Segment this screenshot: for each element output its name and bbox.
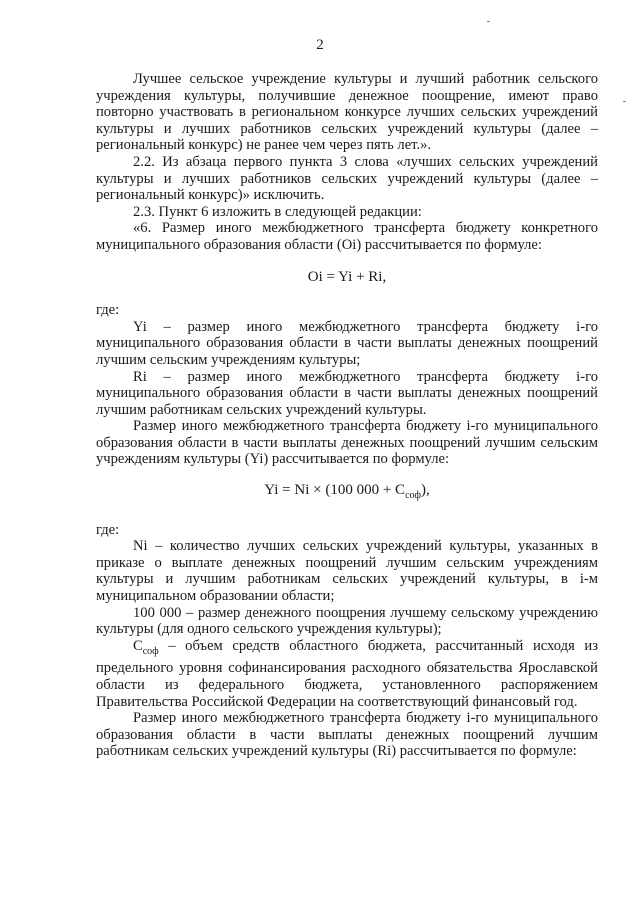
paragraph: 2.2. Из абзаца первого пункта 3 слова «лучших сельских учреждений культуры и лучших работников сельских учреждений культуры (далее – региональный конкурс)» исключить.	[96, 153, 598, 204]
formula-yi-main: Yi = Ni × (100 000 + C	[264, 482, 406, 499]
formula-yi	[96, 482, 598, 505]
where-label: где:	[96, 521, 120, 538]
formula-yi-subscript: соф	[405, 490, 421, 502]
paragraph: Ni – количество лучших сельских учреждений культуры, указанных в приказе о выплате денежных поощрений лучшим сельским учреждениям культуры и лучшим работникам сельских учреждений культуры, в i-м муниципальном образовании области;	[96, 538, 598, 605]
paragraph: Размер иного межбюджетного трансферта бюджету i-го муниципального образования области в части выплаты денежных поощрений лучшим работникам сельских учреждений культуры (Ri) рассчитывается по формуле:	[96, 710, 598, 760]
paragraph: Размер иного межбюджетного трансферта бюджету i-го муниципального образования области в части выплаты денежных поощрений лучшим сельским учреждениям культуры (Yi) рассчитывается по формуле:	[96, 418, 598, 468]
where-label: где:	[96, 302, 120, 319]
scan-mark	[623, 101, 626, 102]
formula-oi: Oi = Yi + Ri,	[307, 268, 387, 285]
page-number: 2	[316, 37, 324, 53]
paragraph: «6. Размер иного межбюджетного трансферта бюджету конкретного муниципального образования области (Oi) рассчитывается по формуле:	[96, 220, 598, 253]
formula-yi-end: ),	[420, 482, 430, 499]
document-body	[96, 71, 598, 760]
paragraph	[96, 638, 598, 710]
csof-symbol: C	[133, 637, 143, 654]
csof-definition: – объем средств областного бюджета, рассчитанный исходя из предельного уровня софинансирования расходного обязательства Ярославской области из федерального бюджета, установленного распоряжением Правительства Российской Федерации на соответствующий финансовый год.	[96, 637, 598, 710]
csof-subscript: соф	[142, 645, 159, 657]
paragraph: Yi – размер иного межбюджетного трансферта бюджету i-го муниципального образования области в части выплаты денежных поощрений лучшим сельским учреждениям культуры;	[96, 318, 598, 368]
paragraph: 2.3. Пункт 6 изложить в следующей редакции:	[133, 203, 422, 220]
paragraph: Ri – размер иного межбюджетного трансферта бюджету i-го муниципального образования области в части выплаты денежных поощрений лучшим работникам сельских учреждений культуры.	[96, 368, 598, 418]
paragraph: Лучшее сельское учреждение культуры и лучший работник сельского учреждения культуры, получившие денежное поощрение, имеют право повторно участвовать в региональном конкурсе лучших сельских учреждений культуры и лучших работников сельских учреждений культуры (далее – региональный конкурс) не ранее чем через пять лет.».	[96, 71, 598, 154]
paragraph: 100 000 – размер денежного поощрения лучшему сельскому учреждению культуры (для одного сельского учреждения культуры);	[96, 604, 598, 638]
scan-mark	[487, 21, 490, 22]
